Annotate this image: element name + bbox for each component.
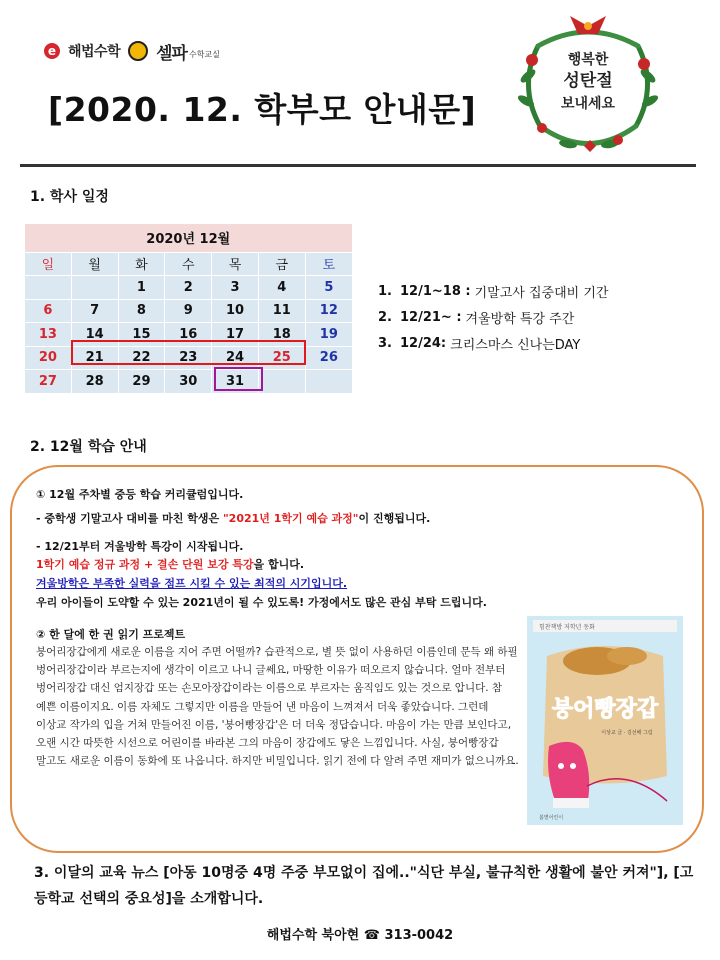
parents-request-line: 우리 아이들이 도약할 수 있는 2021년이 될 수 있도록! 가정에서도 많은 관심 부탁 드립니다. (36, 596, 487, 609)
calendar-day: 23 (165, 346, 212, 370)
section1-title: 1. 학사 일정 (30, 189, 109, 205)
phone-number: 313-0042 (384, 928, 454, 943)
sherpa-logo-icon (128, 41, 148, 61)
book-title-text: 붕어빵장갑 (551, 697, 659, 722)
header-divider (20, 164, 696, 167)
winter-vacation-link[interactable]: 겨울방학은 부족한 실력을 점프 시킬 수 있는 최적의 시기입니다. (36, 577, 348, 590)
schedule-text: 크리스마스 신나는DAY (450, 337, 581, 353)
calendar-day: 18 (258, 323, 305, 347)
line-a-prefix: - 중학생 기말고사 대비를 마친 학생은 (36, 512, 223, 525)
line-c-suffix: 을 합니다. (253, 558, 305, 571)
calendar-day: 4 (258, 276, 305, 300)
calendar-day: 5 (305, 276, 352, 300)
calendar-day: 31 (212, 370, 259, 394)
weekday-wed: 수 (165, 252, 212, 276)
calendar-month-title: 2020년 12월 (25, 224, 353, 252)
winter-special-line: - 12/21부터 겨울방학 특강이 시작됩니다. (36, 540, 244, 553)
book-cover-image (527, 616, 683, 825)
calendar-day: 19 (305, 323, 352, 347)
schedule-item (378, 330, 608, 356)
calendar-day: 6 (25, 299, 72, 323)
calendar-day: 20 (25, 346, 72, 370)
calendar-day (305, 370, 352, 394)
weekday-thu: 목 (212, 252, 259, 276)
calendar (24, 224, 352, 393)
schedule-num: 2. (378, 309, 392, 325)
book-author-text: 이상교 글 · 김선배 그림 (601, 730, 653, 736)
calendar-day: 12 (305, 299, 352, 323)
calendar-day: 30 (165, 370, 212, 394)
calendar-day: 9 (165, 299, 212, 323)
calendar-day: 21 (71, 346, 118, 370)
schedule-date: 12/1~18 : (400, 283, 471, 299)
phone-icon: ☎ (363, 928, 380, 943)
calendar-day: 28 (71, 370, 118, 394)
weekday-mon: 월 (71, 252, 118, 276)
calendar-day: 7 (71, 299, 118, 323)
weekday-fri: 금 (258, 252, 305, 276)
weekday-sat: 토 (305, 252, 352, 276)
schedule-list (378, 278, 608, 356)
calendar-day-holiday: 25 (258, 346, 305, 370)
schedule-item (378, 278, 608, 304)
calendar-day: 16 (165, 323, 212, 347)
schedule-text: 기말고사 집중대비 기간 (474, 285, 609, 301)
haebeop-logo-icon: e (44, 43, 60, 59)
christmas-eve-highlight (214, 367, 263, 391)
schedule-date: 12/24: (400, 335, 447, 351)
calendar-day (25, 276, 72, 300)
calendar-day: 8 (118, 299, 165, 323)
calendar-day: 10 (212, 299, 259, 323)
sherpa-logo-sub: 수학교실 (188, 49, 220, 59)
line-c-highlight: 1학기 예습 정규 과정 + 결손 단원 보강 특강 (36, 558, 254, 571)
schedule-item (378, 304, 608, 330)
calendar-day (71, 276, 118, 300)
exam-week-highlight (71, 340, 306, 365)
christmas-wreath-icon (498, 6, 678, 166)
calendar-day: 24 (212, 346, 259, 370)
sherpa-logo-text: 셀파 (156, 43, 187, 64)
calendar-day: 29 (118, 370, 165, 394)
curriculum-heading: ① 12월 주차별 중등 학습 커리큘럼입니다. (36, 488, 244, 501)
curriculum-line-a (36, 510, 430, 526)
schedule-num: 1. (378, 283, 392, 299)
logo-row (44, 40, 220, 62)
schedule-num: 3. (378, 335, 392, 351)
book-review-paragraph: 붕어리장갑에게 새로운 이름을 지어 주면 어떨까? 습관적으로, 별 뜻 없이 사용하던 이름인데 문득 왜 하필 벙어리장갑이라 부르는지에 생각이 이르고 나니 글쎄요, 마땅한 이유가 떠오르지 않습니다. 얼마 전부터 벙어리장갑 대신 엄지장갑 또는 손모아장갑이라는 이름으로 부르자는 움직임도 있는 것으로 압니다. 참 예쁜 이름이지요. 이름 자체도 그렇지만 이름을 만들어 낸 마음이 느껴져서 더욱 좋았습니다. 그런데 이상교 작가의 입을 거쳐 만들어진 이름, '붕어빵장갑'은 더 더욱 정답습니다. 마음이 가는 만큼 보인다고, 오랜 시간 따뜻한 시선으로 어린이를 바라본 그의 마음이 장갑에도 닿은 느낌입니다. 사실, 붕어빵장갑 말고도 새로운 이름이 동화에 또 나옵니다. 하지만 비밀입니다. 읽기 전에 다 알려 주면 재미가 없으니까요. (36, 646, 519, 768)
calendar-day: 22 (118, 346, 165, 370)
calendar-day: 26 (305, 346, 352, 370)
weekday-sun: 일 (25, 252, 72, 276)
academy-name: 해법수학 북아현 (266, 928, 360, 943)
calendar-day: 13 (25, 323, 72, 347)
calendar-day: 27 (25, 370, 72, 394)
wreath-text-1: 행복한 (567, 52, 609, 68)
calendar-day: 2 (165, 276, 212, 300)
line-a-highlight: "2021년 1학기 예습 과정" (222, 512, 359, 525)
schedule-text: 겨울방학 특강 주간 (465, 311, 575, 327)
calendar-day: 15 (118, 323, 165, 347)
calendar-day: 1 (118, 276, 165, 300)
footer-contact (0, 924, 720, 943)
calendar-day (258, 370, 305, 394)
haebeop-logo-text: 해법수학 (68, 44, 121, 60)
page-title: [2020. 12. 학부모 안내문] (48, 90, 477, 129)
calendar-day: 17 (212, 323, 259, 347)
weekday-tue: 화 (118, 252, 165, 276)
wreath-text-3: 보내세요 (560, 96, 616, 112)
section2-title: 2. 12월 학습 안내 (30, 439, 147, 455)
education-news: 3. 이달의 교육 뉴스 [아동 10명중 4명 주중 부모없이 집에.."식단 부실, 불규칙한 생활에 불안 커져"], [고등학교 선택의 중요성]을 소개합니다. (34, 865, 694, 907)
wreath-text-2: 성탄절 (563, 71, 613, 91)
line-a-suffix: 이 진행됩니다. (358, 512, 431, 525)
book-series-label: 힘찬책방 저학년 동화 (539, 624, 595, 631)
calendar-day: 14 (71, 323, 118, 347)
reading-project-heading: ② 한 달에 한 권 읽기 프로젝트 (36, 628, 186, 641)
calendar-day: 3 (212, 276, 259, 300)
schedule-date: 12/21~ : (400, 309, 462, 325)
calendar-day: 11 (258, 299, 305, 323)
winter-special-detail (36, 556, 304, 572)
book-publisher-text: 봄볕어린이 (539, 815, 564, 821)
